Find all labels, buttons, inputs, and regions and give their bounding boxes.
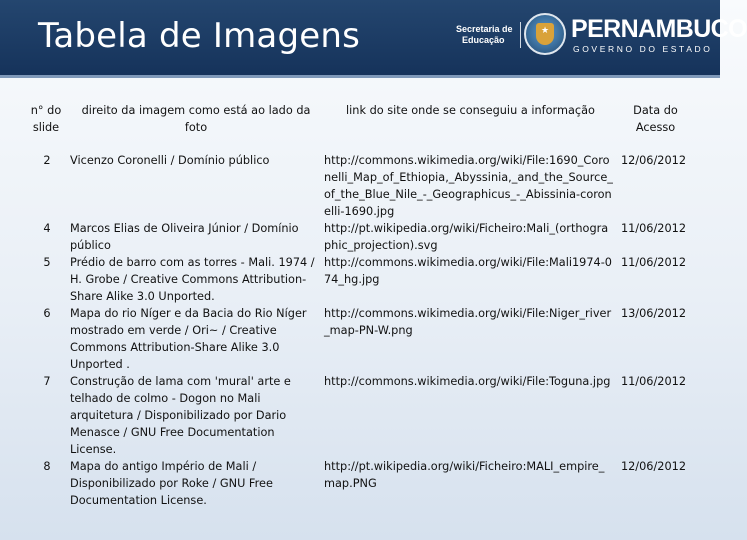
table-header-row xyxy=(24,100,692,152)
source-link[interactable]: http://pt.wikipedia.org/wiki/Ficheiro:Mali_(orthographic_projection).svg xyxy=(324,222,609,252)
access-date: 11/06/2012 xyxy=(620,256,687,269)
page-title: Tabela de Imagens xyxy=(38,16,361,56)
government-label: GOVERNO DO ESTADO xyxy=(573,44,713,54)
slide-header xyxy=(0,0,747,78)
header-image-credit: direito da imagem como está ao lado da foto xyxy=(81,104,311,134)
image-credit: Vicenzo Coronelli / Domínio público xyxy=(70,154,270,167)
access-date: 12/06/2012 xyxy=(620,154,687,167)
source-link[interactable]: http://commons.wikimedia.org/wiki/File:Mali1974-074_hg.jpg xyxy=(324,256,612,286)
access-date: 12/06/2012 xyxy=(620,460,687,473)
header-slide-number: n° do slide xyxy=(30,104,62,134)
table-row xyxy=(24,254,692,305)
slide-number: 2 xyxy=(43,154,51,167)
seal-star-icon: ★ xyxy=(541,26,550,36)
slide-number: 6 xyxy=(43,307,51,320)
table-row xyxy=(24,220,692,254)
image-credit: Mapa do antigo Império de Mali / Disponibilizado por Roke / GNU Free Documentation License. xyxy=(70,460,273,507)
secretaria-logo-line2: Educação xyxy=(462,35,505,45)
source-link[interactable]: http://commons.wikimedia.org/wiki/File:Toguna.jpg xyxy=(324,375,611,388)
image-credit: Construção de lama com 'mural' arte e telhado de colmo - Dogon no Mali arquitetura / Disponibilizado por Dario Menasce / GNU Free Documentation License. xyxy=(70,375,291,456)
table-row xyxy=(24,152,692,220)
image-credit: Marcos Elias de Oliveira Júnior / Domínio público xyxy=(70,222,299,252)
image-credits-table xyxy=(24,100,692,509)
logo-divider xyxy=(520,22,521,48)
slide-number: 5 xyxy=(43,256,51,269)
image-credit: Mapa do rio Níger e da Bacia do Rio Níger mostrado em verde / Ori~ / Creative Commons Attribution-Share Alike 3.0 Unported . xyxy=(70,307,307,371)
state-name-logo: PERNAMBUCO xyxy=(571,15,747,43)
source-link[interactable]: http://pt.wikipedia.org/wiki/Ficheiro:MALI_empire_map.PNG xyxy=(324,460,605,490)
header-accent-line xyxy=(0,75,720,78)
slide-number: 4 xyxy=(43,222,51,235)
slide-number: 8 xyxy=(43,460,51,473)
secretaria-educacao-logo xyxy=(456,24,513,46)
access-date: 11/06/2012 xyxy=(620,375,687,388)
secretaria-logo-line1: Secretaria de xyxy=(456,24,513,34)
table-row xyxy=(24,458,692,509)
pernambuco-seal-icon xyxy=(524,13,566,55)
source-link[interactable]: http://commons.wikimedia.org/wiki/File:1690_Coronelli_Map_of_Ethiopia,_Abyssinia,_and_the_Source_of_the_Blue_Nile_-_Geographicus_-_Abissinia-coronelli-1690.jpg xyxy=(324,154,613,218)
header-source-link: link do site onde se conseguiu a informação xyxy=(346,104,595,117)
image-credit: Prédio de barro com as torres - Mali. 1974 / H. Grobe / Creative Commons Attribution-Share Alike 3.0 Unported. xyxy=(70,256,315,303)
slide-number: 7 xyxy=(43,375,51,388)
access-date: 11/06/2012 xyxy=(620,222,687,235)
access-date: 13/06/2012 xyxy=(620,307,687,320)
source-link[interactable]: http://commons.wikimedia.org/wiki/File:Niger_river_map-PN-W.png xyxy=(324,307,612,337)
table-row xyxy=(24,305,692,373)
table-row xyxy=(24,373,692,458)
header-access-date: Data do Acesso xyxy=(633,104,678,134)
